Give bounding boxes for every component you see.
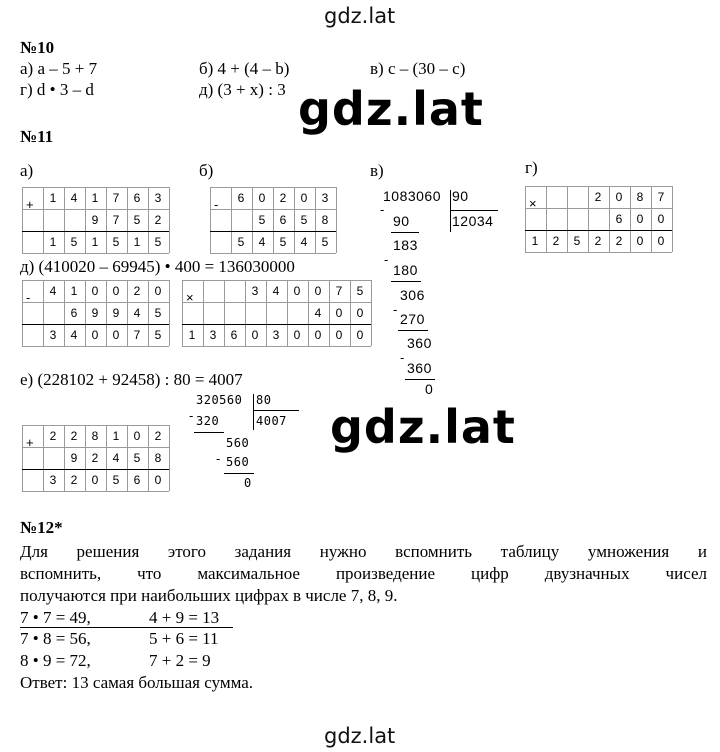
digit-cell: 0 [314, 328, 323, 342]
digit-cell: 2 [552, 234, 561, 248]
division-bar-horizontal [253, 410, 299, 411]
ex10-item-a: а) a – 5 + 7 [20, 59, 98, 78]
digit-cell: 5 [133, 451, 142, 465]
watermark-middle-top: gdz.lat [298, 82, 484, 136]
grid-line [336, 187, 337, 253]
grid-line [672, 186, 673, 252]
grid-line [22, 280, 23, 346]
digit-cell: 0 [636, 212, 645, 226]
digit-cell: 2 [154, 429, 163, 443]
step-underline [405, 379, 435, 380]
result-line [22, 469, 169, 470]
digit-cell: 5 [300, 213, 309, 227]
digit-cell: 1 [531, 234, 540, 248]
digit-cell: 0 [293, 328, 302, 342]
digit-cell: 4 [300, 235, 309, 249]
digit-cell: 7 [133, 328, 142, 342]
digit-cell: 1 [91, 235, 100, 249]
step-7: 360 [407, 360, 432, 376]
ex12-paragraph-line-3: получаются при наибольших цифрах в числе 7, 8, 9. [20, 586, 398, 605]
grid-line [22, 425, 169, 426]
digit-cell: 6 [133, 473, 142, 487]
digit-cell: 0 [154, 473, 163, 487]
exercise-12-title: №12* [20, 518, 63, 537]
digit-cell: 0 [657, 234, 666, 248]
step-4: 306 [400, 287, 425, 303]
sum: 5 + 6 = 11 [149, 629, 219, 648]
digit-cell: 9 [91, 213, 100, 227]
result-line [22, 231, 169, 232]
digit-cell: 2 [279, 191, 288, 205]
row-underline [20, 627, 233, 628]
digit-cell: 2 [594, 234, 603, 248]
ex11-label-g: г) [525, 158, 538, 177]
digit-cell: 7 [657, 190, 666, 204]
digit-cell: 2 [615, 234, 624, 248]
digit-cell: 7 [112, 191, 121, 205]
digit-cell: 0 [335, 328, 344, 342]
digit-cell: 0 [112, 328, 121, 342]
grid-line [22, 280, 169, 281]
digit-cell: 6 [279, 213, 288, 227]
digit-cell: 2 [91, 451, 100, 465]
digit-cell: 3 [251, 284, 260, 298]
minus-sign: - [400, 350, 405, 365]
step-underline [391, 281, 421, 282]
digit-cell: 0 [314, 284, 323, 298]
ex11-label-b: б) [199, 161, 214, 180]
watermark-top: gdz.lat [324, 4, 396, 28]
digit-cell: 5 [321, 235, 330, 249]
minus-sign: - [189, 408, 194, 423]
minus-sign: - [393, 302, 398, 317]
digit-cell: 2 [70, 429, 79, 443]
digit-cell: 3 [49, 473, 58, 487]
digit-cell: 5 [70, 235, 79, 249]
digit-cell: 3 [154, 191, 163, 205]
digit-cell: 0 [91, 284, 100, 298]
grid-line [210, 187, 336, 188]
ex12-paragraph-line-2: вспомнить, что максимальное произведение цифр двузначных чисел [20, 564, 707, 583]
digit-cell: 1 [49, 191, 58, 205]
grid-line [182, 346, 371, 347]
digit-cell: 0 [615, 190, 624, 204]
grid-line [22, 491, 169, 492]
step-underline [398, 330, 428, 331]
ex11-label-a: а) [20, 161, 34, 180]
minus-sign: - [384, 252, 389, 267]
minus-sign: - [380, 202, 385, 217]
digit-cell: 3 [209, 328, 218, 342]
grid-line [371, 280, 372, 346]
digit-cell: 0 [300, 191, 309, 205]
division-bar-horizontal [450, 210, 498, 211]
operation-sign: - [214, 196, 219, 212]
digit-cell: 1 [70, 284, 79, 298]
grid-line [22, 447, 169, 448]
digit-cell: 5 [279, 235, 288, 249]
ex11-equation-e: е) (228102 + 92458) : 80 = 4007 [20, 370, 243, 389]
quotient: 4007 [256, 414, 287, 428]
result-line [210, 231, 336, 232]
digit-cell: 0 [251, 328, 260, 342]
ex11-equation-d: д) (410020 – 69945) • 400 = 136030000 [20, 257, 295, 276]
grid-line [22, 209, 169, 210]
digit-cell: 4 [49, 284, 58, 298]
product: 7 • 7 = 49, [20, 608, 91, 627]
digit-cell: 1 [133, 235, 142, 249]
grid-line [169, 425, 170, 491]
operation-sign: × [186, 289, 194, 305]
ex10-item-d: д) (3 + x) : 3 [199, 80, 286, 99]
digit-cell: 0 [335, 306, 344, 320]
grid-line [22, 187, 169, 188]
operation-sign: + [26, 196, 34, 212]
digit-cell: 0 [154, 284, 163, 298]
result-line [22, 324, 169, 325]
digit-cell: 8 [154, 451, 163, 465]
digit-cell: 6 [615, 212, 624, 226]
divisor: 80 [256, 393, 272, 407]
step-2: 183 [393, 237, 418, 253]
digit-cell: 2 [133, 284, 142, 298]
result-line [182, 324, 371, 325]
digit-cell: 4 [314, 306, 323, 320]
digit-cell: 4 [70, 328, 79, 342]
digit-cell: 5 [154, 306, 163, 320]
digit-cell: 6 [230, 328, 239, 342]
digit-cell: 5 [112, 473, 121, 487]
grid-line [169, 280, 170, 346]
division-bar-vertical [450, 190, 451, 232]
digit-cell: 8 [91, 429, 100, 443]
exercise-11-title: №11 [20, 127, 54, 146]
grid-line [22, 302, 169, 303]
digit-cell: 2 [49, 429, 58, 443]
ex10-item-g: г) d • 3 – d [20, 80, 94, 99]
grid-line [182, 280, 371, 281]
step-underline [391, 232, 419, 233]
exercise-10-title: №10 [20, 38, 55, 57]
step-3: 560 [226, 455, 250, 469]
digit-cell: 0 [657, 212, 666, 226]
digit-cell: 5 [356, 284, 365, 298]
ex10-item-v: в) c – (30 – c) [370, 59, 466, 78]
ex10-item-b: б) 4 + (4 – b) [199, 59, 290, 78]
step-3: 180 [393, 262, 418, 278]
grid-line [525, 208, 672, 209]
grid-line [22, 187, 23, 253]
digit-cell: 8 [321, 213, 330, 227]
grid-line [525, 186, 672, 187]
digit-cell: 0 [356, 328, 365, 342]
step-underline [194, 432, 224, 433]
step-2: 560 [226, 436, 250, 450]
digit-cell: 0 [356, 306, 365, 320]
digit-cell: 1 [49, 235, 58, 249]
digit-cell: 1 [188, 328, 197, 342]
grid-line [22, 253, 169, 254]
step-4: 0 [244, 476, 252, 490]
digit-cell: 0 [91, 473, 100, 487]
digit-cell: 0 [91, 328, 100, 342]
step-8: 0 [425, 381, 434, 395]
step-1: 320 [196, 414, 220, 428]
watermark-bottom: gdz.lat [324, 724, 396, 748]
digit-cell: 6 [133, 191, 142, 205]
grid-line [169, 187, 170, 253]
step-1: 90 [393, 213, 410, 229]
result-line [525, 230, 672, 231]
digit-cell: 0 [636, 234, 645, 248]
digit-cell: 5 [133, 213, 142, 227]
dividend: 1083060 [383, 188, 442, 204]
ex12-answer: Ответ: 13 самая большая сумма. [20, 673, 254, 692]
grid-line [525, 252, 672, 253]
digit-cell: 1 [112, 429, 121, 443]
digit-cell: 0 [133, 429, 142, 443]
grid-line [210, 187, 211, 253]
digit-cell: 4 [70, 191, 79, 205]
operation-sign: × [529, 195, 537, 211]
divisor: 90 [452, 188, 469, 204]
grid-line [22, 346, 169, 347]
digit-cell: 9 [91, 306, 100, 320]
digit-cell: 5 [237, 235, 246, 249]
grid-line [210, 253, 336, 254]
grid-line [22, 425, 23, 491]
step-underline [224, 473, 254, 474]
digit-cell: 5 [258, 213, 267, 227]
digit-cell: 0 [258, 191, 267, 205]
watermark-middle: gdz.lat [330, 400, 516, 454]
digit-cell: 7 [335, 284, 344, 298]
sum: 7 + 2 = 9 [149, 651, 211, 670]
operation-sign: + [26, 434, 34, 450]
digit-cell: 9 [112, 306, 121, 320]
digit-cell: 1 [91, 191, 100, 205]
step-6: 360 [407, 335, 432, 351]
step-5: 270 [400, 311, 425, 327]
digit-cell: 4 [133, 306, 142, 320]
digit-cell: 6 [237, 191, 246, 205]
digit-cell: 3 [321, 191, 330, 205]
digit-cell: 5 [154, 328, 163, 342]
product: 7 • 8 = 56, [20, 629, 91, 648]
digit-cell: 2 [154, 213, 163, 227]
digit-cell: 3 [272, 328, 281, 342]
ex12-paragraph-line-1: Для решения этого задания нужно вспомнить таблицу умножения и [20, 542, 707, 561]
digit-cell: 2 [70, 473, 79, 487]
digit-cell: 9 [70, 451, 79, 465]
digit-cell: 7 [112, 213, 121, 227]
minus-sign: - [216, 451, 221, 466]
grid-line [210, 209, 336, 210]
digit-cell: 8 [636, 190, 645, 204]
digit-cell: 5 [573, 234, 582, 248]
digit-cell: 6 [70, 306, 79, 320]
grid-line [182, 302, 371, 303]
digit-cell: 4 [272, 284, 281, 298]
ex11-label-v: в) [370, 161, 384, 180]
dividend: 320560 [196, 393, 243, 407]
operation-sign: - [26, 289, 31, 305]
digit-cell: 2 [594, 190, 603, 204]
digit-cell: 4 [258, 235, 267, 249]
digit-cell: 3 [49, 328, 58, 342]
digit-cell: 0 [293, 284, 302, 298]
division-bar-vertical [253, 394, 254, 430]
digit-cell: 0 [112, 284, 121, 298]
sum: 4 + 9 = 13 [149, 608, 220, 627]
digit-cell: 5 [112, 235, 121, 249]
quotient: 12034 [452, 213, 494, 229]
digit-cell: 4 [112, 451, 121, 465]
digit-cell: 5 [154, 235, 163, 249]
product: 8 • 9 = 72, [20, 651, 91, 670]
